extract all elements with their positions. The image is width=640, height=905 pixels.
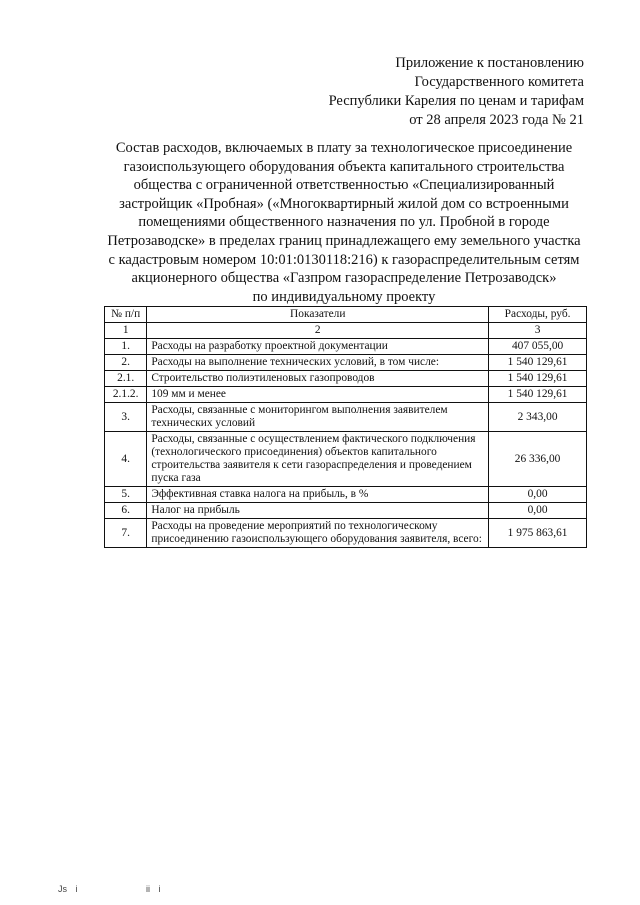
row-number: 7.: [105, 519, 147, 548]
row-value: 1 540 129,61: [489, 371, 587, 387]
row-indicator: Расходы, связанные с мониторингом выполнения заявителем технических условий: [147, 403, 489, 432]
title-line: Петрозаводске» в пределах границ принадлежащего ему земельного участка: [107, 232, 581, 249]
row-value: 1 540 129,61: [489, 355, 587, 371]
table-row: [105, 339, 587, 355]
table-row: [105, 355, 587, 371]
footer-mark: Js: [58, 884, 67, 894]
header-number: № п/п: [105, 307, 147, 323]
title-line: с кадастровым номером 10:01:0130118:216) к газораспределительным сетям: [108, 251, 580, 268]
row-number: 4.: [105, 432, 147, 487]
row-value: 0,00: [489, 503, 587, 519]
row-indicator: 109 мм и менее: [147, 387, 489, 403]
table-row: [105, 387, 587, 403]
row-number: 5.: [105, 487, 147, 503]
appendix-header: [329, 54, 584, 130]
row-number: 2.: [105, 355, 147, 371]
row-number: 3.: [105, 403, 147, 432]
footer-scan-marks: [58, 884, 167, 894]
row-value: 407 055,00: [489, 339, 587, 355]
title-line: акционерного общества «Газпром газораспределение Петрозаводск»: [131, 270, 557, 287]
title-line: по индивидуальному проекту: [252, 288, 436, 305]
appendix-line: Республики Карелия по ценам и тарифам: [328, 93, 584, 109]
appendix-line: от 28 апреля 2023 года № 21: [409, 112, 584, 128]
footer-mark: i: [75, 884, 78, 894]
table-row: [105, 519, 587, 548]
footer-mark: ii: [146, 884, 151, 894]
appendix-line: Государственного комитета: [414, 74, 584, 90]
row-indicator: Строительство полиэтиленовых газопроводов: [147, 371, 489, 387]
footer-mark: i: [158, 884, 161, 894]
appendix-line: Приложение к постановлению: [395, 55, 584, 71]
row-value: 1 540 129,61: [489, 387, 587, 403]
row-value: 2 343,00: [489, 403, 587, 432]
row-number: 2.1.: [105, 371, 147, 387]
row-number: 2.1.2.: [105, 387, 147, 403]
title-line: Состав расходов, включаемых в плату за технологическое присоединение: [115, 140, 573, 156]
table-row: [105, 487, 587, 503]
table-row: [105, 432, 587, 487]
table-row: [105, 403, 587, 432]
title-line: помещениями общественного назначения по ул. Пробной в городе: [138, 214, 550, 231]
table-column-number-row: [105, 323, 587, 339]
column-number: 2: [147, 323, 489, 339]
title-line: газоиспользующего оборудования объекта капитального строительства: [123, 158, 565, 175]
column-number: 3: [489, 323, 587, 339]
costs-table: [104, 306, 587, 548]
row-indicator: Расходы на выполнение технических условий, в том числе:: [147, 355, 489, 371]
row-value: 0,00: [489, 487, 587, 503]
header-costs: Расходы, руб.: [489, 307, 587, 323]
row-number: 6.: [105, 503, 147, 519]
row-indicator: Налог на прибыль: [147, 503, 489, 519]
row-indicator: Расходы, связанные с осуществлением фактического подключения (технологического присоединения) объектов капитального строительства заявителя к сети газораспределения и проведением пуска газа: [147, 432, 489, 487]
table-header-row: [105, 307, 587, 323]
table-row: [105, 371, 587, 387]
document-title: [100, 139, 588, 306]
header-indicators: Показатели: [147, 307, 489, 323]
row-indicator: Эффективная ставка налога на прибыль, в %: [147, 487, 489, 503]
column-number: 1: [105, 323, 147, 339]
row-value: 1 975 863,61: [489, 519, 587, 548]
title-line: застройщик «Пробная» («Многоквартирный жилой дом со встроенными: [119, 195, 569, 212]
table-row: [105, 503, 587, 519]
title-line: общества с ограниченной ответственностью «Специализированный: [133, 177, 555, 194]
row-number: 1.: [105, 339, 147, 355]
row-indicator: Расходы на разработку проектной документации: [147, 339, 489, 355]
row-value: 26 336,00: [489, 432, 587, 487]
row-indicator: Расходы на проведение мероприятий по технологическому присоединению газоиспользующего оборудования заявителя, всего:: [147, 519, 489, 548]
